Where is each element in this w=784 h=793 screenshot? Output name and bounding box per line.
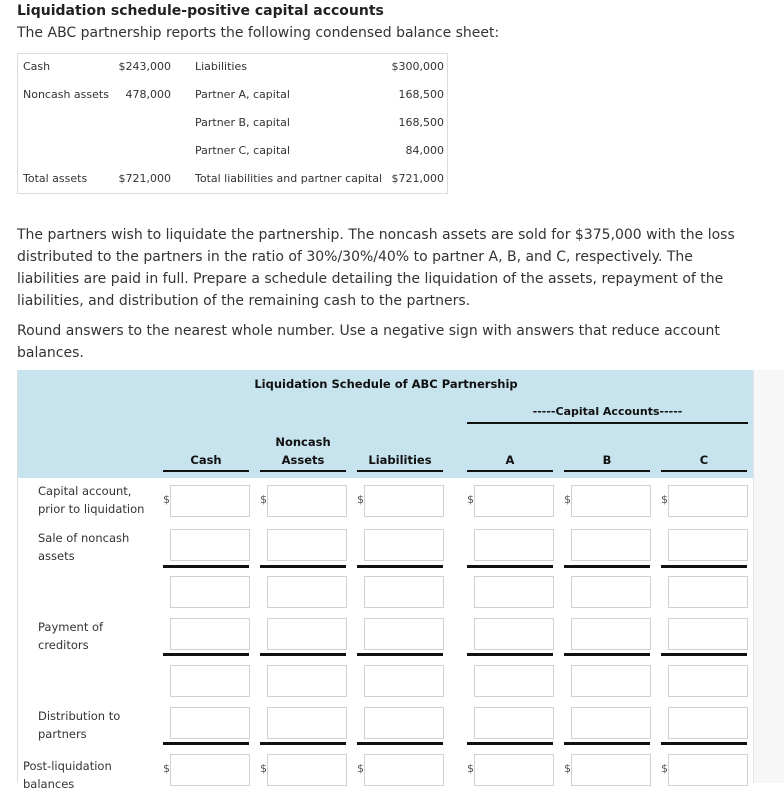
- bs-label: Partner B, capital: [195, 116, 290, 129]
- total-line: [260, 565, 346, 568]
- total-line: [357, 742, 443, 745]
- input-b-row7[interactable]: [571, 754, 651, 786]
- row-label: Distribution to partners: [38, 709, 121, 741]
- input-cash-row2[interactable]: [170, 529, 250, 561]
- capital-accounts-header: -----Capital Accounts-----: [532, 405, 683, 418]
- input-liabilities-row1[interactable]: [364, 485, 444, 517]
- bs-value: 168,500: [398, 88, 444, 101]
- input-noncash-assets-row1[interactable]: [267, 485, 347, 517]
- input-a-row2[interactable]: [474, 529, 554, 561]
- dollar-sign: $: [564, 493, 571, 506]
- total-line: [467, 653, 553, 656]
- total-line: [661, 742, 747, 745]
- bs-value: 168,500: [398, 116, 444, 129]
- input-b-row1[interactable]: [571, 485, 651, 517]
- bs-value: $721,000: [118, 172, 171, 185]
- input-noncash-assets-row4[interactable]: [267, 618, 347, 650]
- column-underline: [661, 470, 747, 472]
- input-b-row3[interactable]: [571, 576, 651, 608]
- dollar-sign: $: [661, 493, 668, 506]
- total-line: [661, 565, 747, 568]
- schedule-title: Liquidation Schedule of ABC Partnership: [254, 377, 518, 391]
- col-header-assets: Assets: [281, 453, 325, 467]
- input-a-row1[interactable]: [474, 485, 554, 517]
- intro-text: The ABC partnership reports the following condensed balance sheet:: [17, 25, 500, 41]
- total-line: [260, 653, 346, 656]
- bs-value: 478,000: [125, 88, 171, 101]
- total-line: [163, 653, 249, 656]
- dollar-sign: $: [661, 762, 668, 775]
- dollar-sign: $: [357, 762, 364, 775]
- input-c-row7[interactable]: [668, 754, 748, 786]
- dollar-sign: $: [260, 762, 267, 775]
- input-a-row3[interactable]: [474, 576, 554, 608]
- input-a-row5[interactable]: [474, 665, 554, 697]
- input-cash-row4[interactable]: [170, 618, 250, 650]
- col-header-liabilities: Liabilities: [368, 453, 432, 467]
- bs-value: $721,000: [391, 172, 444, 185]
- input-a-row7[interactable]: [474, 754, 554, 786]
- dollar-sign: $: [260, 493, 267, 506]
- dollar-sign: $: [467, 762, 474, 775]
- bs-label: Cash: [23, 60, 51, 73]
- input-noncash-assets-row6[interactable]: [267, 707, 347, 739]
- col-header-noncash: Noncash: [275, 435, 331, 449]
- input-a-row6[interactable]: [474, 707, 554, 739]
- input-noncash-assets-row3[interactable]: [267, 576, 347, 608]
- input-a-row4[interactable]: [474, 618, 554, 650]
- row-label: Sale of noncash assets: [38, 531, 130, 563]
- input-liabilities-row2[interactable]: [364, 529, 444, 561]
- input-cash-row7[interactable]: [170, 754, 250, 786]
- column-underline: [467, 470, 553, 472]
- bs-label: Partner C, capital: [195, 144, 291, 157]
- column-underline: [564, 470, 650, 472]
- total-line: [564, 565, 650, 568]
- total-line: [564, 653, 650, 656]
- row-label: Capital account, prior to liquidation: [38, 484, 145, 516]
- total-line: [163, 565, 249, 568]
- liquidation-schedule: [17, 370, 753, 791]
- total-line: [260, 742, 346, 745]
- total-line: [467, 742, 553, 745]
- input-b-row6[interactable]: [571, 707, 651, 739]
- divider: [467, 422, 748, 424]
- input-b-row5[interactable]: [571, 665, 651, 697]
- input-c-row5[interactable]: [668, 665, 748, 697]
- col-header-a: A: [505, 453, 515, 467]
- instructions-text: Round answers to the nearest whole number. Use a negative sign with answers that reduce account balances.: [17, 323, 720, 361]
- input-liabilities-row4[interactable]: [364, 618, 444, 650]
- dollar-sign: $: [163, 493, 170, 506]
- input-liabilities-row5[interactable]: [364, 665, 444, 697]
- total-line: [163, 742, 249, 745]
- input-noncash-assets-row2[interactable]: [267, 529, 347, 561]
- bs-label: Noncash assets: [23, 88, 109, 101]
- bs-label: Partner A, capital: [195, 88, 290, 101]
- dollar-sign: $: [564, 762, 571, 775]
- dollar-sign: $: [467, 493, 474, 506]
- problem-text: The partners wish to liquidate the partnership. The noncash assets are sold for $375,000 with the loss distributed to the partners in the ratio of 30%/30%/40% to partner A, B, and C, respectively. The liabilities are paid in full. Prepare a schedule detailing the liquidation of the assets, repayment of the liabilities, and distribution of the remaining cash to the partners.: [17, 227, 735, 309]
- input-b-row2[interactable]: [571, 529, 651, 561]
- input-c-row1[interactable]: [668, 485, 748, 517]
- input-cash-row1[interactable]: [170, 485, 250, 517]
- input-cash-row5[interactable]: [170, 665, 250, 697]
- input-liabilities-row7[interactable]: [364, 754, 444, 786]
- input-cash-row6[interactable]: [170, 707, 250, 739]
- col-header-cash: Cash: [190, 453, 222, 467]
- page-title: Liquidation schedule-positive capital accounts: [17, 3, 384, 19]
- bs-label: Liabilities: [195, 60, 247, 73]
- total-line: [564, 742, 650, 745]
- dollar-sign: $: [357, 493, 364, 506]
- input-b-row4[interactable]: [571, 618, 651, 650]
- input-liabilities-row3[interactable]: [364, 576, 444, 608]
- bs-label: Total assets: [23, 172, 88, 185]
- input-cash-row3[interactable]: [170, 576, 250, 608]
- column-underline: [260, 470, 346, 472]
- scroll-area: [753, 370, 784, 783]
- input-c-row2[interactable]: [668, 529, 748, 561]
- col-header-c: C: [699, 453, 709, 467]
- bs-label: Total liabilities and partner capital: [195, 172, 382, 185]
- balance-sheet: [17, 53, 448, 194]
- input-c-row3[interactable]: [668, 576, 748, 608]
- total-line: [357, 653, 443, 656]
- schedule-header: [18, 370, 754, 478]
- input-c-row6[interactable]: [668, 707, 748, 739]
- input-c-row4[interactable]: [668, 618, 748, 650]
- total-line: [357, 565, 443, 568]
- input-liabilities-row6[interactable]: [364, 707, 444, 739]
- column-underline: [163, 470, 249, 472]
- bs-value: $243,000: [118, 60, 171, 73]
- bs-value: 84,000: [405, 144, 444, 157]
- input-noncash-assets-row7[interactable]: [267, 754, 347, 786]
- dollar-sign: $: [163, 762, 170, 775]
- row-label: Payment of creditors: [38, 620, 104, 652]
- total-line: [661, 653, 747, 656]
- row-label: Post-liquidation balances: [23, 759, 112, 791]
- bs-value: $300,000: [391, 60, 444, 73]
- total-line: [467, 565, 553, 568]
- col-header-b: B: [602, 453, 612, 467]
- column-underline: [357, 470, 443, 472]
- input-noncash-assets-row5[interactable]: [267, 665, 347, 697]
